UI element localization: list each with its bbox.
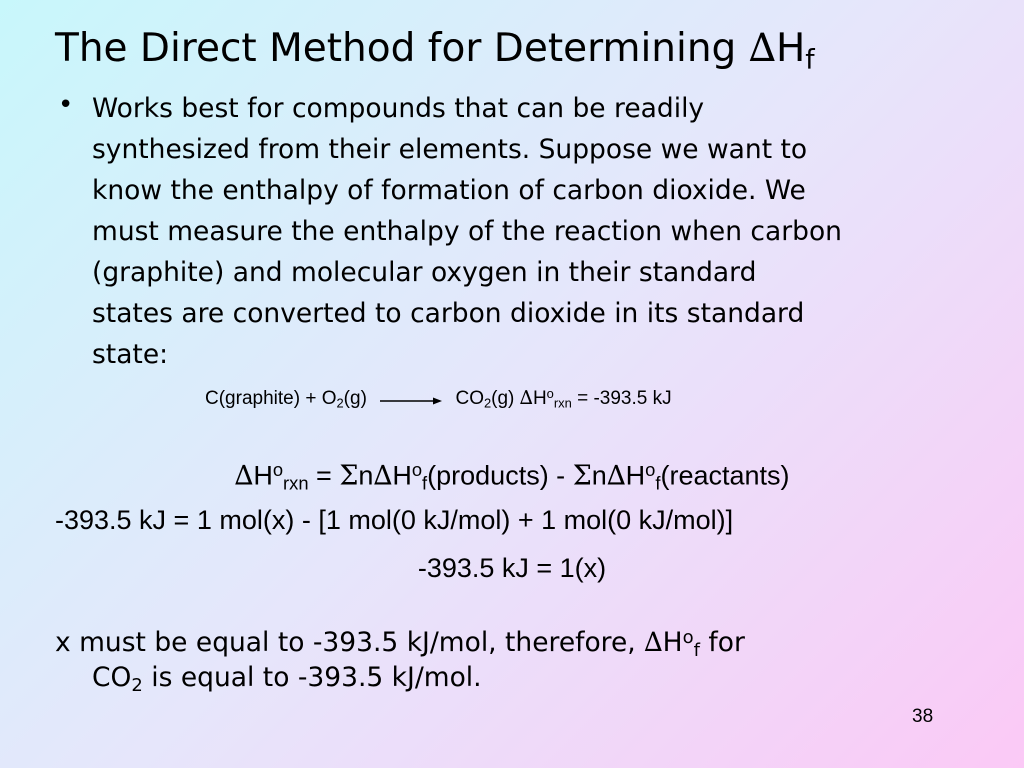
delta-symbol: ∆ — [519, 386, 533, 409]
bullet-marker: • — [58, 90, 74, 120]
paragraph-line: states are converted to carbon dioxide in its standard — [92, 298, 805, 329]
sigma-symbol: Σ — [572, 460, 592, 492]
bullet-paragraph — [92, 88, 997, 375]
conclusion-line-1: x must be equal to -393.5 kJ/mol, therefore, $\Delta H^o_f$ for — [55, 627, 745, 662]
paragraph-line: must measure the enthalpy of the reaction when carbon — [92, 216, 842, 247]
title-subscript: f — [805, 44, 815, 76]
hess-law-equation: $\Delta H^o_{rxn}$ = $\Sigma n\Delta H^o_f(products)$ - $\Sigma n\Delta H^o_f(reactants)$ — [234, 459, 790, 494]
paragraph-line: synthesized from their elements. Suppose we want to — [92, 134, 808, 165]
paragraph-line: state: — [92, 339, 169, 370]
title-text: The Direct Method for Determining — [55, 26, 749, 71]
conclusion-line-2: $CO_2$ is equal to -393.5 kJ/mol. — [92, 662, 482, 697]
title-h: H — [775, 26, 806, 71]
slide-title — [55, 26, 815, 83]
substitution-equation: -393.5 kJ = 1 mol(x) - [1 mol(0 kJ/mol) + 1 mol(0 kJ/mol)] — [55, 505, 734, 535]
delta-symbol: ∆ — [748, 26, 776, 71]
paragraph-line: Works best for compounds that can be readily — [92, 93, 705, 124]
reaction-arrow-icon — [380, 395, 442, 405]
reaction-equation: C(graphite) + $O_2(g)$ $CO_2(g) \Delta H^o_{rxn} = -393.5$ kJ — [205, 386, 672, 411]
products: $CO_2(g)$ — [455, 387, 520, 411]
sigma-symbol: Σ — [339, 460, 359, 492]
delta-symbol: ∆ — [644, 627, 663, 659]
reactants: C(graphite) + $O_2(g)$ — [205, 387, 367, 411]
result-equation: -393.5 kJ = 1(x) — [417, 553, 607, 583]
paragraph-line: (graphite) and molecular oxygen in their standard — [92, 257, 757, 288]
enthalpy-value: = -393.5 kJ — [571, 387, 672, 409]
paragraph-line: know the enthalpy of formation of carbon dioxide. We — [92, 175, 806, 206]
page-number: 38 — [912, 706, 934, 727]
